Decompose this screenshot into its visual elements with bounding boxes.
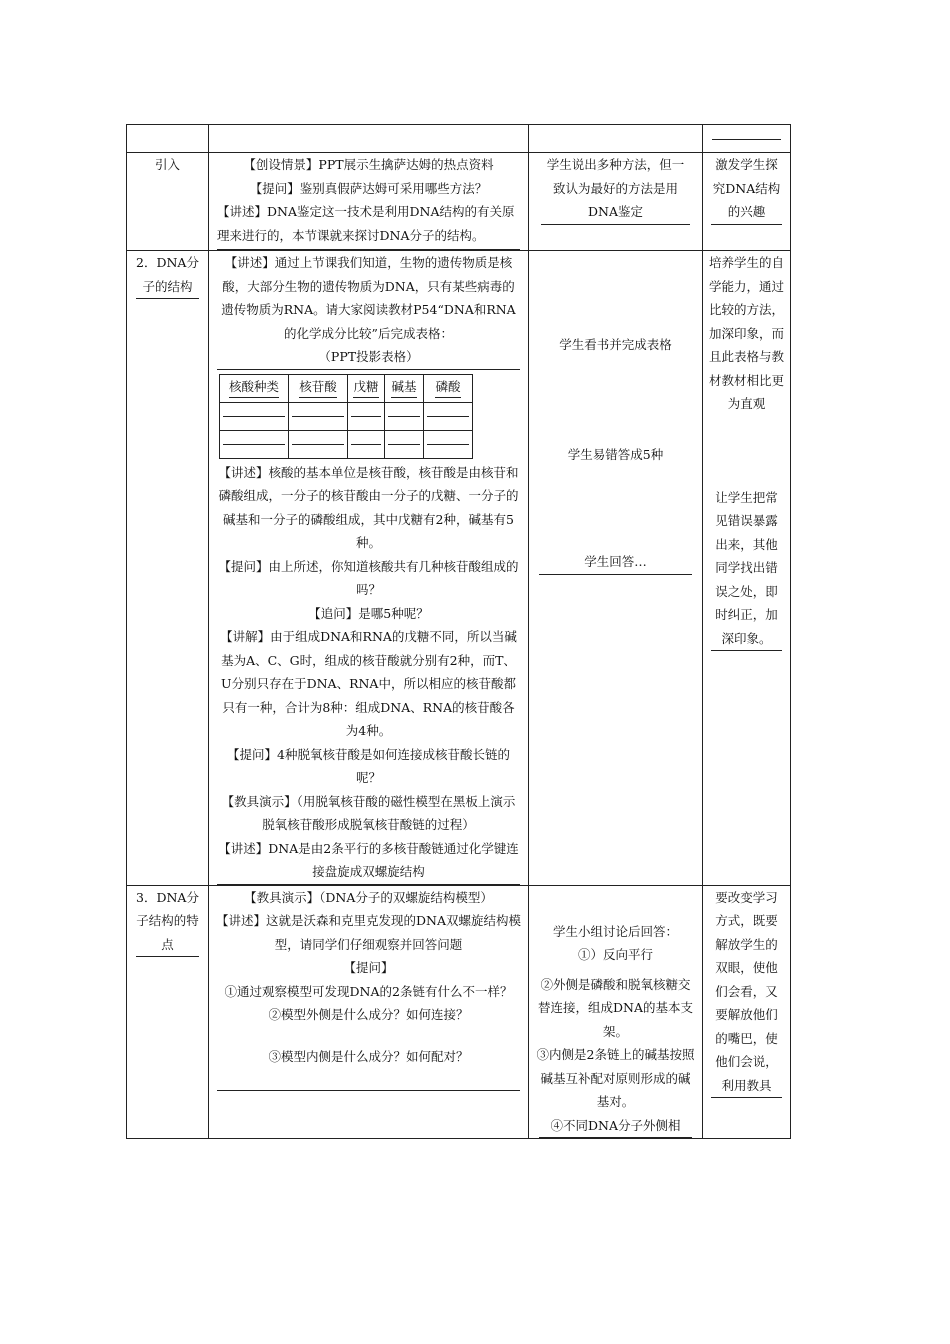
content-text: 【讲解】由于组成DNA和RNA的戊糖不同，所以当碱基为A、C、G时，组成的核苷酸就分别有2种，而T、U分别只存在于DNA、RNA中，所以相应的核苷酸都只有一种，合计为8种：组成DNA、RNA的核苷酸各为4种。 xyxy=(220,629,517,738)
student-text: 学生回答… xyxy=(539,550,692,575)
student-text: ②外侧是磷酸和脱氧核糖交替连接，组成DNA的基本支架。 xyxy=(538,976,693,1039)
table-header: 核酸种类 xyxy=(220,374,289,402)
table-cell xyxy=(424,402,473,430)
table-cell xyxy=(385,402,424,430)
content-text: 【提问】 xyxy=(343,960,394,975)
table-cell xyxy=(703,125,791,153)
stage-label: 2．DNA分子的结构 xyxy=(136,251,199,299)
content-cell xyxy=(209,885,529,1139)
table-header: 磷酸 xyxy=(424,374,473,402)
stage-cell xyxy=(127,885,209,1139)
purpose-cell xyxy=(703,153,791,251)
student-text: 学生易错答成5种 xyxy=(567,446,664,462)
content-text: 【讲述】这就是沃森和克里克发现的DNA双螺旋结构模型，请同学们仔细观察并回答问题 xyxy=(216,913,521,952)
stage-label: 引入 xyxy=(154,157,180,172)
content-block xyxy=(217,251,520,370)
content-cell xyxy=(209,153,529,251)
table-cell xyxy=(127,125,209,153)
table-cell xyxy=(424,430,473,458)
content-text: 【讲述】核酸的基本单位是核苷酸，核苷酸是由核苷和磷酸组成，一分子的核苷酸由一分子的戊糖、一分子的碱基和一分子的磷酸组成，其中戊糖有2种，碱基有5种。 xyxy=(218,464,519,550)
content-block xyxy=(217,153,520,250)
content-text: 【提问】由上所述，你知道核酸共有几种核苷酸组成的吗？ xyxy=(218,558,519,597)
content-text: 【教具演示】（DNA分子的双螺旋结构模型） xyxy=(244,889,493,905)
table-cell xyxy=(289,430,348,458)
table-cell xyxy=(529,125,703,153)
student-text: 学生小组讨论后回答： xyxy=(552,923,678,939)
purpose-text: 激发学生探究DNA结构的兴趣 xyxy=(711,153,782,225)
purpose-text: 让学生把常见错误暴露出来，其他同学找出错误之处，即时纠正，加深印象。 xyxy=(711,486,782,652)
student-text: ④不同DNA分子外侧相 xyxy=(539,1114,692,1139)
student-text: ③内侧是2条链上的碱基按照碱基互补配对原则形成的碱基对。 xyxy=(536,1047,695,1109)
stage-label: 3．DNA分子结构的特点 xyxy=(136,886,199,958)
content-rule xyxy=(217,1090,520,1091)
content-text: 【讲述】通过上节课我们知道，生物的遗传物质是核酸，大部分生物的遗传物质为DNA，只有某些病毒的遗传物质为RNA。请大家阅读教材P54“DNA和RNA的化学成分比较”后完成表格： xyxy=(221,255,516,341)
underline-rule xyxy=(712,139,781,140)
content-text: 【教具演示】（用脱氧核苷酸的磁性模型在黑板上演示脱氧核苷酸形成脱氧核苷酸链的过程） xyxy=(221,793,516,832)
table-cell xyxy=(209,125,529,153)
table-row xyxy=(127,251,791,886)
purpose-cell xyxy=(703,251,791,886)
student-text: 学生看书并完成表格 xyxy=(559,337,672,352)
student-text: 学生说出多种方法，但一致认为最好的方法是用DNA鉴定 xyxy=(541,153,690,225)
table-cell xyxy=(220,402,289,430)
table-row xyxy=(127,153,791,251)
content-text: （PPT投影表格） xyxy=(318,349,419,364)
content-text: ③模型内侧是什么成分？如何配对？ xyxy=(268,1048,469,1064)
table-row xyxy=(127,125,791,153)
content-text: ①通过观察模型可发现DNA的2条链有什么不一样？ xyxy=(224,983,513,999)
student-cell xyxy=(529,885,703,1139)
lesson-plan-table xyxy=(126,124,791,1139)
content-text: 【提问】鉴别真假萨达姆可采用哪些方法？ xyxy=(249,180,488,196)
purpose-text: 要改变学习方式，既要解放学生的双眼，使他们会看，又要解放他们的嘴巴，使他们会说，利用教具 xyxy=(711,886,782,1099)
table-row xyxy=(220,430,473,458)
table-cell xyxy=(348,430,385,458)
content-text: 【追问】是哪5种呢？ xyxy=(308,605,429,621)
content-text: ②模型外侧是什么成分？如何连接？ xyxy=(268,1007,469,1022)
content-text: 【提问】4种脱氧核苷酸是如何连接成核苷酸长链的呢？ xyxy=(227,746,510,785)
table-header: 碱基 xyxy=(385,374,424,402)
content-text: 【讲述】DNA是由2条平行的多核苷酸链通过化学键连接盘旋成双螺旋结构 xyxy=(218,840,519,879)
stage-cell xyxy=(127,153,209,251)
table-cell xyxy=(385,430,424,458)
content-text: 【创设情景】PPT展示生擒萨达姆的热点资料 xyxy=(243,157,494,172)
purpose-cell xyxy=(703,885,791,1139)
student-cell xyxy=(529,251,703,886)
student-cell xyxy=(529,153,703,251)
table-cell xyxy=(289,402,348,430)
purpose-text: 培养学生的自学能力，通过比较的方法，加深印象，而且此表格与教材教材相比更为直观 xyxy=(709,255,785,411)
table-row xyxy=(220,402,473,430)
stage-cell xyxy=(127,251,209,886)
table-cell xyxy=(348,402,385,430)
table-header-row xyxy=(220,374,473,402)
content-text: 【讲述】DNA鉴定这一技术是利用DNA结构的有关原理来进行的，本节课就来探讨DNA分子的结构。 xyxy=(217,204,515,243)
nucleic-acid-table xyxy=(219,374,473,459)
content-block xyxy=(217,461,520,885)
table-header: 戊糖 xyxy=(348,374,385,402)
table-cell xyxy=(220,430,289,458)
table-row xyxy=(127,885,791,1139)
table-header: 核苷酸 xyxy=(289,374,348,402)
content-cell xyxy=(209,251,529,886)
student-text: ①）反向平行 xyxy=(577,947,653,962)
